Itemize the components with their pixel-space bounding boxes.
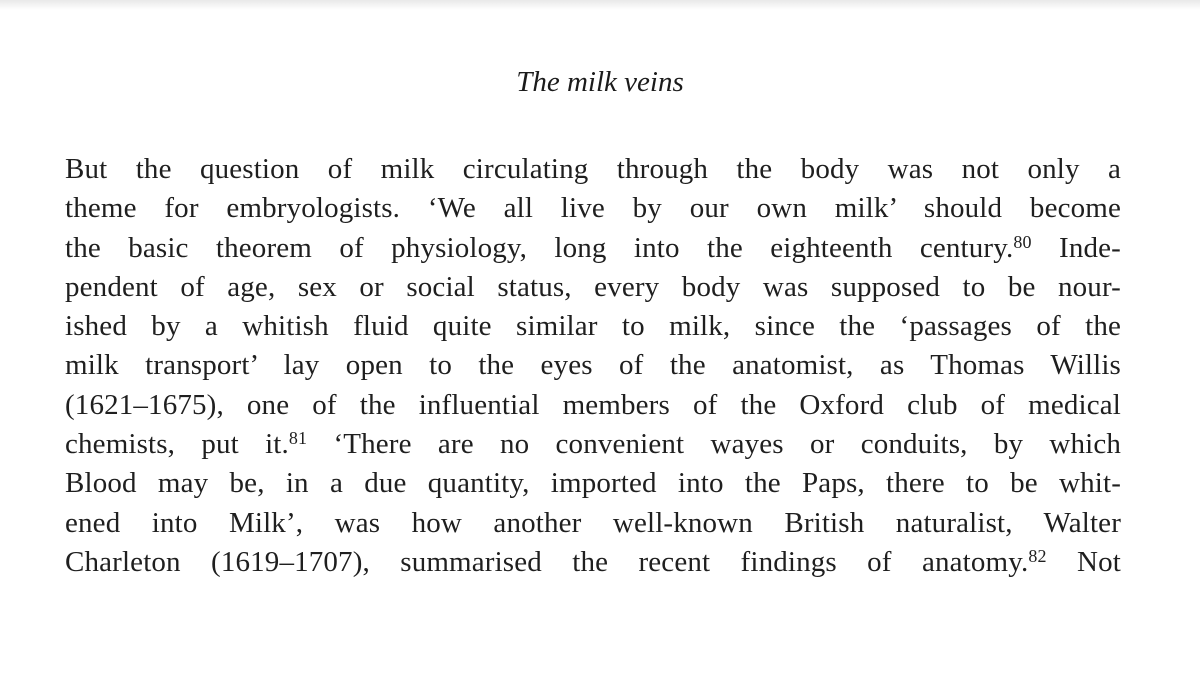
line-text: theme for embryologists. ‘We all live by our own milk’ should become xyxy=(65,192,1121,225)
text-line xyxy=(65,268,1121,307)
page-top-shadow xyxy=(0,0,1200,10)
text-line xyxy=(65,307,1121,346)
line-text: milk transport’ lay open to the eyes of the anatomist, as Thomas Willis xyxy=(65,349,1121,382)
line-text: the basic theorem of physiology, long into the eighteenth century. xyxy=(65,231,1014,264)
footnote-marker-82[interactable]: 82 xyxy=(1028,545,1047,566)
text-line xyxy=(65,543,1121,582)
line-text: Blood may be, in a due quantity, imported into the Paps, there to be whit- xyxy=(65,467,1121,500)
line-text: But the question of milk circulating through the body was not only a xyxy=(65,153,1121,185)
line-text: ished by a whitish fluid quite similar to milk, since the ‘passages of the xyxy=(65,310,1121,343)
text-line xyxy=(65,425,1121,464)
text-line xyxy=(65,504,1121,543)
line-text: pendent of age, sex or social status, every body was supposed to be nour- xyxy=(65,270,1121,303)
text-line xyxy=(65,229,1121,268)
line-text-continued: Not xyxy=(1046,545,1121,578)
text-line xyxy=(65,386,1121,425)
footnote-marker-81[interactable]: 81 xyxy=(288,428,308,449)
line-text: (1621–1675), one of the influential members of the Oxford club of medical xyxy=(65,388,1121,421)
body-paragraph xyxy=(65,150,1121,582)
section-heading: The milk veins xyxy=(516,66,684,98)
text-line xyxy=(65,150,1121,189)
line-text: Charleton (1619–1707), summarised the recent findings of anatomy. xyxy=(65,545,1029,578)
text-line xyxy=(65,464,1121,503)
text-line xyxy=(65,189,1121,228)
line-text-continued: ‘There are no convenient wayes or conduits, by which xyxy=(307,428,1121,461)
line-text: chemists, put it. xyxy=(65,428,289,461)
line-text: ened into Milk’, was how another well-known British naturalist, Walter xyxy=(65,506,1121,539)
footnote-marker-80[interactable]: 80 xyxy=(1013,231,1032,252)
text-line xyxy=(65,346,1121,385)
line-text-continued: Inde- xyxy=(1031,231,1121,264)
